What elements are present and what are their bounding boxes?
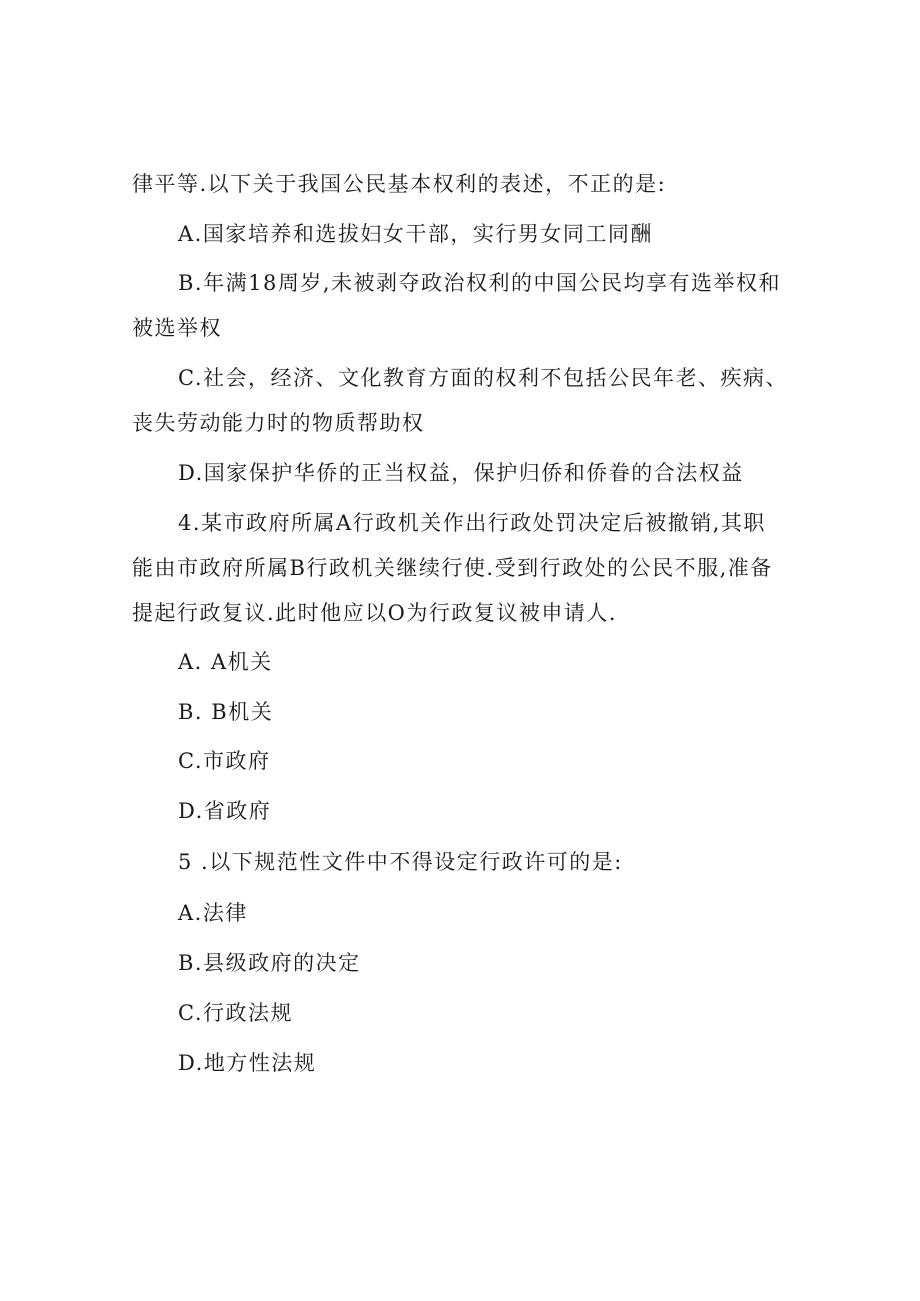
text-line: 律平等.以下关于我国公民基本权利的表述，不正的是: xyxy=(132,172,667,196)
option-line: B.县级政府的决定 xyxy=(178,951,361,975)
option-line: B. B机关 xyxy=(178,700,274,724)
text-line: 提起行政复议.此时他应以O为行政复议被申请人. xyxy=(132,601,618,625)
option-line: C.市政府 xyxy=(178,749,271,773)
question-line: 4.某市政府所属A行政机关作出行政处罚决定后被撤销,其职 xyxy=(178,511,766,535)
option-line: D.省政府 xyxy=(178,799,272,823)
option-line: B.年满18周岁,未被剥夺政治权利的中国公民均享有选举权和 xyxy=(178,271,782,295)
question-line: 5 .以下规范性文件中不得设定行政许可的是: xyxy=(178,850,623,874)
option-line: A.法律 xyxy=(178,901,248,925)
option-line: C.行政法规 xyxy=(178,1001,293,1025)
option-line: A. A机关 xyxy=(178,650,273,674)
text-line: 能由市政府所属B行政机关继续行使.受到行政处的公民不服,准备 xyxy=(132,556,773,580)
option-line: D.地方性法规 xyxy=(178,1051,317,1075)
text-line: 被选举权 xyxy=(132,316,222,340)
option-line: D.国家保护华侨的正当权益，保护归侨和侨眷的合法权益 xyxy=(178,461,744,485)
option-line: A.国家培养和选拔妇女干部，实行男女同工同酬 xyxy=(178,222,653,246)
text-line: 丧失劳动能力时的物质帮助权 xyxy=(132,411,425,435)
option-line: C.社会，经济、文化教育方面的权利不包括公民年老、疾病、 xyxy=(178,366,788,390)
